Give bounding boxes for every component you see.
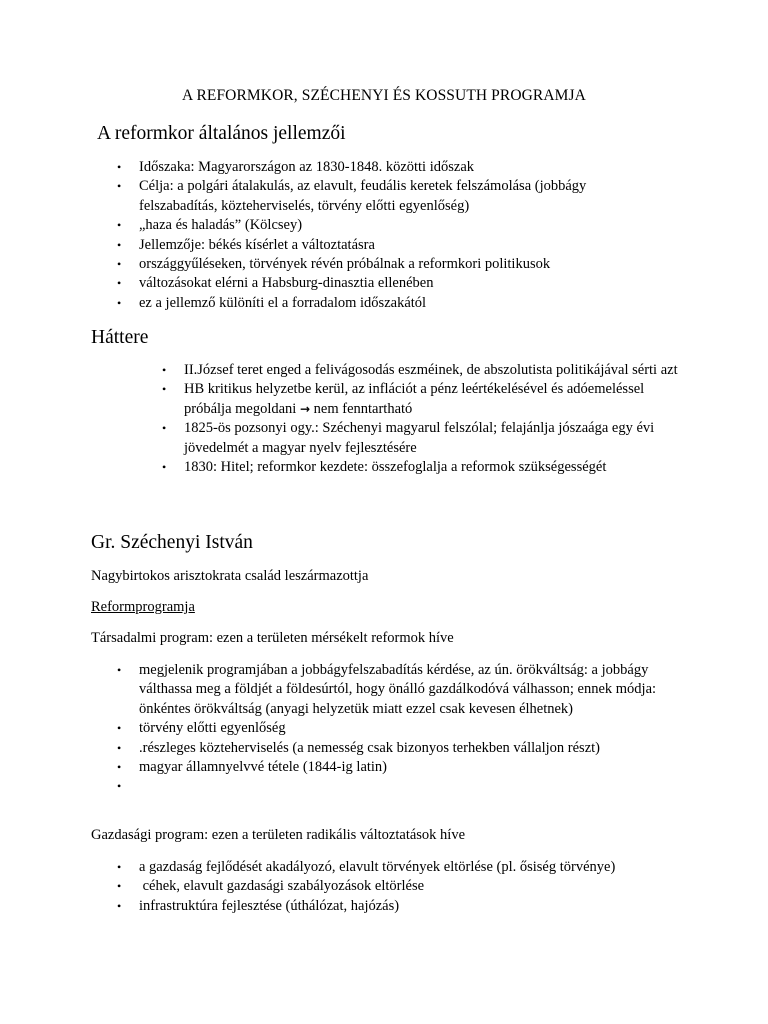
list-item: • 1830: Hitel; reformkor kezdete: összefoglalja a reformok szükségességét	[162, 458, 682, 477]
list-item: • .részleges közteherviselés (a nemesség csak bizonyos terhekben vállaljon részt)	[117, 739, 657, 758]
list-item: • ez a jellemző különíti el a forradalom időszakától	[117, 294, 637, 313]
economic-program-intro: Gazdasági program: ezen a területen radikális változtatások híve	[91, 827, 466, 843]
general-traits-list	[117, 158, 637, 313]
bullet-icon: •	[117, 218, 122, 233]
bullet-icon: •	[117, 779, 122, 794]
bullet-icon: •	[117, 276, 122, 291]
section-heading-background: Háttere	[91, 327, 149, 348]
list-item	[117, 777, 657, 796]
bullet-icon: •	[117, 898, 122, 913]
bullet-icon: •	[117, 860, 122, 874]
reform-program-subheading: Reformprogramja	[91, 599, 195, 615]
list-item: • HB kritikus helyzetbe kerül, az inflációt a pénz leértékelésével és adóemeléssel próbálja megoldani → nem fenntartható	[162, 380, 682, 419]
list-item: • Célja: a polgári átalakulás, az elavult, feudális keretek felszámolása (jobbágy felszabadítás, közteherviselés, törvény előtti egyenlőség)	[117, 178, 587, 214]
bullet-icon: •	[117, 760, 122, 775]
social-program-intro: Társadalmi program: ezen a területen mérsékelt reformok híve	[91, 630, 454, 646]
bullet-icon: •	[117, 740, 122, 755]
arrow-right-icon: →	[299, 401, 311, 416]
list-item: • a gazdaság fejlődését akadályozó, elavult törvények eltörlése (pl. ősiség törvénye)	[117, 858, 677, 877]
list-item: • Jellemzője: békés kísérlet a változtatásra	[117, 236, 637, 255]
bullet-icon: •	[117, 237, 122, 252]
list-item: • II.József teret enged a felivágosodás eszméinek, de abszolutista politikájával sérti azt	[162, 361, 682, 380]
origin-paragraph: Nagybirtokos arisztokrata család leszármazottja	[91, 568, 369, 584]
bullet-icon: •	[162, 382, 167, 397]
list-item: • infrastruktúra fejlesztése (úthálózat, hajózás)	[117, 897, 677, 916]
list-item: • változásokat elérni a Habsburg-dinasztia ellenében	[117, 274, 637, 293]
section-heading-general: A reformkor általános jellemzői	[97, 123, 346, 144]
section-heading-szechenyi: Gr. Széchenyi István	[91, 532, 253, 553]
bullet-icon: •	[117, 257, 122, 272]
list-item: • 1825-ös pozsonyi ogy.: Széchenyi magyarul felszólal; felajánlja jószaága egy évi jövedelmét a magyar nyelv fejlesztésére	[162, 420, 655, 456]
social-program-list	[117, 661, 657, 797]
list-item: • törvény előtti egyenlőség	[117, 719, 657, 738]
list-item: • magyar államnyelvvé tétele (1844-ig latin)	[117, 758, 657, 777]
bullet-icon: •	[117, 721, 122, 736]
bullet-icon: •	[162, 421, 167, 436]
document-title: A REFORMKOR, SZÉCHENYI ÉS KOSSUTH PROGRAMJA	[182, 87, 586, 104]
list-item: • „haza és haladás” (Kölcsey)	[117, 216, 637, 235]
list-item: • országgyűléseken, törvények révén próbálnak a reformkori politikusok	[117, 255, 637, 274]
bullet-icon: •	[117, 879, 122, 894]
bullet-icon: •	[162, 460, 167, 475]
bullet-icon: •	[117, 295, 122, 310]
list-item: • Időszaka: Magyarországon az 1830-1848. közötti időszak	[117, 158, 637, 177]
bullet-icon: •	[117, 663, 122, 677]
economic-program-list	[117, 858, 677, 916]
background-list	[162, 361, 682, 477]
bullet-icon: •	[117, 179, 122, 194]
bullet-icon: •	[162, 363, 167, 377]
list-item: • megjelenik programjában a jobbágyfelszabadítás kérdése, az ún. örökváltság: a jobbágy válthassa meg a földjét a földesúrtól, hogy önálló gazdálkodóvá válhasson; ennek módja: önkéntes örökváltság (anyagi helyzetük miatt ezzel csak kevesen élhetnek)	[117, 662, 657, 717]
bullet-icon: •	[117, 160, 122, 174]
list-item: • céhek, elavult gazdasági szabályozások eltörlése	[117, 877, 677, 896]
